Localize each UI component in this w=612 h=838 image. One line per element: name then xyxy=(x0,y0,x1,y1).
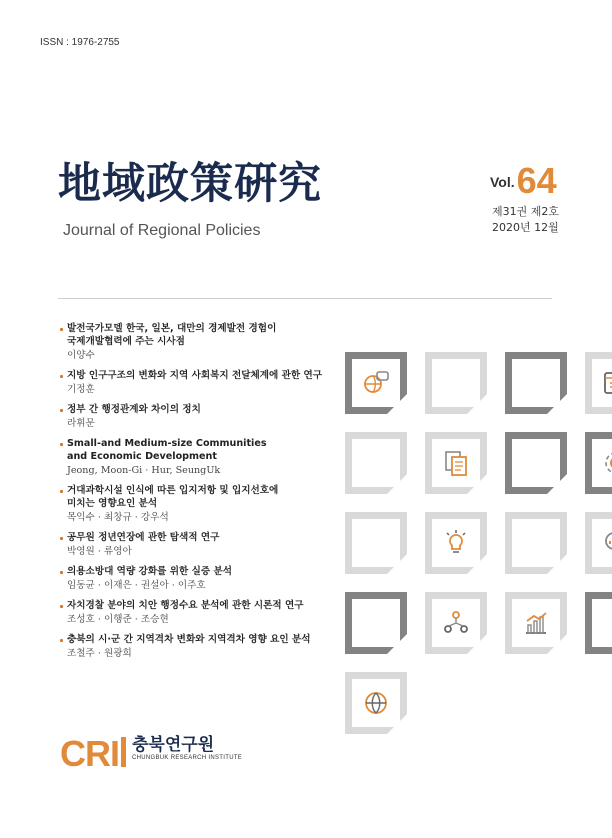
article-item xyxy=(60,599,330,627)
article-authors: 조성호 · 이행준 · 조승현 xyxy=(67,614,169,625)
icon-tile xyxy=(585,512,612,574)
chart-search-icon xyxy=(602,529,612,557)
icon-tile xyxy=(345,512,407,574)
icon-tile xyxy=(425,432,487,494)
article-authors: 박영원 · 류영아 xyxy=(67,546,132,557)
icon-tile xyxy=(345,672,407,734)
article-item xyxy=(60,322,330,363)
article-title: 지방 인구구조의 변화와 지역 사회복지 전달체계에 관한 연구 xyxy=(67,370,323,381)
publisher-name-english: CHUNGBUK RESEARCH INSTITUTE xyxy=(132,755,243,761)
logo-bar xyxy=(121,737,126,767)
globe-icon xyxy=(362,689,390,717)
icon-tile xyxy=(505,512,567,574)
article-item xyxy=(60,484,330,525)
bar-growth-icon xyxy=(522,609,550,637)
copy-documents-icon xyxy=(442,449,470,477)
article-authors: 기정훈 xyxy=(67,384,95,395)
article-title: 거대과학시설 인식에 따른 입지저항 및 입지선호에 미치는 영향요인 분석 xyxy=(67,485,279,509)
article-title: 정부 간 행정관계와 차이의 정치 xyxy=(67,404,201,415)
icon-tile xyxy=(345,432,407,494)
article-item xyxy=(60,633,330,661)
icon-tile xyxy=(425,592,487,654)
issue-info xyxy=(492,204,559,236)
article-authors: 임동균 · 이재은 · 권설아 · 이주호 xyxy=(67,580,206,591)
article-title: Small-and Medium-size Communities and Economic Development xyxy=(67,438,267,462)
article-title: 발전국가모델 한국, 일본, 대만의 경제발전 경험이 국제개발협력에 주는 시사점 xyxy=(67,323,277,347)
journal-title-english: Journal of Regional Policies xyxy=(63,222,261,239)
issue-number: 제31권 제2호 xyxy=(492,205,559,218)
icon-tile xyxy=(425,352,487,414)
icon-tile xyxy=(505,432,567,494)
article-item xyxy=(60,403,330,431)
article-authors: 라휘문 xyxy=(67,418,95,429)
document-list-icon xyxy=(602,369,612,397)
icon-tile xyxy=(505,592,567,654)
article-authors: 조철주 · 원광희 xyxy=(67,648,132,659)
article-authors: Jeong, Moon-Gi · Hur, SeungUk xyxy=(67,465,221,476)
article-title: 공무원 정년연장에 관한 탐색적 연구 xyxy=(67,532,220,543)
journal-title: 地域政策硏究 xyxy=(58,159,322,209)
issn: ISSN : 1976-2755 xyxy=(40,37,120,48)
publisher-name: 충북연구원 xyxy=(132,735,215,755)
publisher-logo xyxy=(60,733,242,775)
article-title: 의용소방대 역량 강화를 위한 실증 분석 xyxy=(67,566,232,577)
team-network-icon xyxy=(442,609,470,637)
article-item xyxy=(60,369,330,397)
divider xyxy=(58,298,552,299)
article-title: 자치경찰 분야의 치안 행정수요 분석에 관한 시론적 연구 xyxy=(67,600,304,611)
article-list xyxy=(60,322,330,667)
article-authors: 이양수 xyxy=(67,350,95,361)
article-item xyxy=(60,437,330,478)
volume-label: Vol. xyxy=(490,174,515,190)
article-item xyxy=(60,565,330,593)
volume-number xyxy=(490,160,557,202)
gear-cycle-icon xyxy=(602,449,612,477)
icon-tile xyxy=(585,352,612,414)
icon-tile xyxy=(345,592,407,654)
lightbulb-icon xyxy=(442,529,470,557)
icon-tile xyxy=(585,592,612,654)
icon-tile xyxy=(505,352,567,414)
article-title: 충북의 시·군 간 지역격차 변화와 지역격차 영향 요인 분석 xyxy=(67,634,311,645)
icon-tile xyxy=(345,352,407,414)
icon-tile xyxy=(585,432,612,494)
article-item xyxy=(60,531,330,559)
globe-chat-icon xyxy=(362,369,390,397)
issue-date: 2020년 12월 xyxy=(492,221,559,234)
icon-tile xyxy=(425,512,487,574)
article-authors: 목익수 · 최창규 · 강우석 xyxy=(67,512,169,523)
logo-mark: CRI xyxy=(60,733,119,774)
volume-value: 64 xyxy=(516,160,557,201)
